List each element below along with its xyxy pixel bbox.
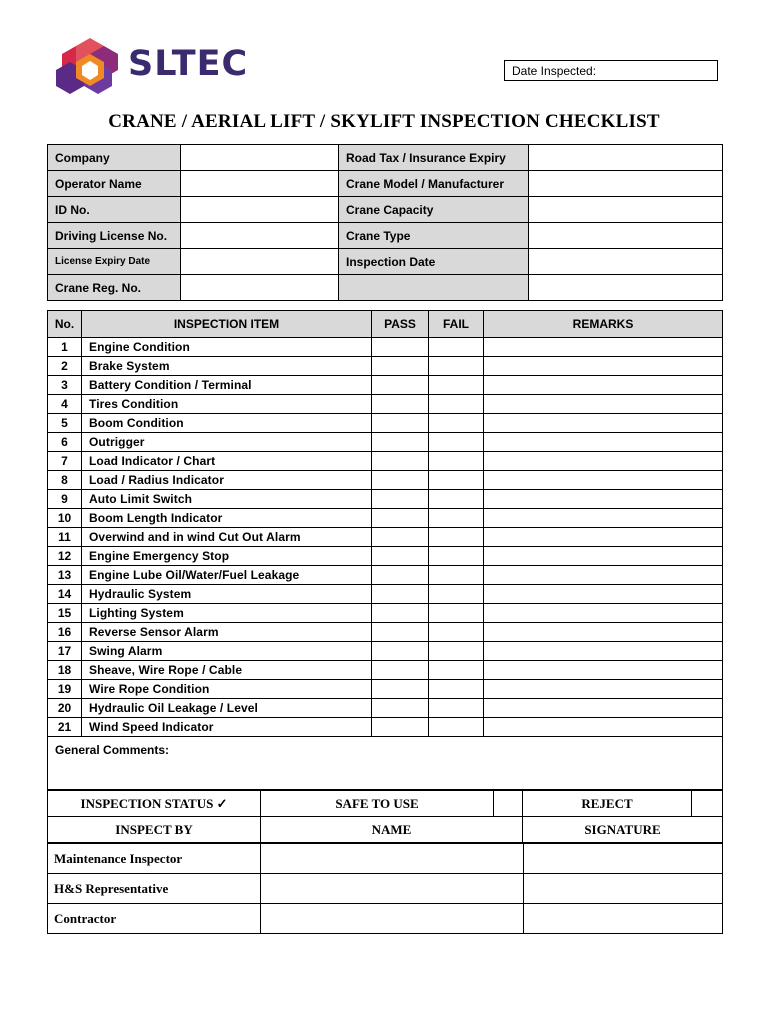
remarks-cell[interactable] [484, 680, 723, 699]
fail-cell[interactable] [429, 490, 484, 509]
checklist-row [48, 566, 723, 585]
pass-cell[interactable] [372, 718, 429, 737]
info-value-license[interactable] [181, 223, 339, 249]
checklist-row [48, 490, 723, 509]
remarks-cell[interactable] [484, 471, 723, 490]
info-label-empty [339, 275, 529, 301]
checklist-item-label: Wire Rope Condition [82, 680, 372, 699]
checklist-item-number: 12 [48, 547, 82, 566]
info-label-crane-type: Crane Type [339, 223, 529, 249]
header-remarks: REMARKS [484, 311, 723, 338]
info-value-empty[interactable] [529, 275, 723, 301]
info-label-capacity: Crane Capacity [339, 197, 529, 223]
info-row [48, 197, 723, 223]
checklist-row [48, 585, 723, 604]
checklist-item-number: 17 [48, 642, 82, 661]
checklist-item-number: 6 [48, 433, 82, 452]
checklist-item-number: 10 [48, 509, 82, 528]
signoff-role-maintenance: Maintenance Inspector [48, 844, 261, 874]
checklist-item-label: Sheave, Wire Rope / Cable [82, 661, 372, 680]
fail-cell[interactable] [429, 509, 484, 528]
remarks-cell[interactable] [484, 452, 723, 471]
signoff-name-field[interactable] [261, 904, 524, 934]
info-value-inspection-date[interactable] [529, 249, 723, 275]
info-value-crane-type[interactable] [529, 223, 723, 249]
inspect-by-header: INSPECT BY [48, 817, 261, 843]
checklist-item-label: Outrigger [82, 433, 372, 452]
checklist-item-label: Boom Condition [82, 414, 372, 433]
signoff-row [48, 844, 723, 874]
info-label-road-tax: Road Tax / Insurance Expiry [339, 145, 529, 171]
checklist-item-label: Swing Alarm [82, 642, 372, 661]
signoff-row [48, 874, 723, 904]
checklist-item-label: Hydraulic Oil Leakage / Level [82, 699, 372, 718]
checklist-item-label: Lighting System [82, 604, 372, 623]
remarks-cell[interactable] [484, 395, 723, 414]
fail-cell[interactable] [429, 338, 484, 357]
info-value-company[interactable] [181, 145, 339, 171]
checklist-item-label: Tires Condition [82, 395, 372, 414]
signoff-name-field[interactable] [261, 844, 524, 874]
checklist-item-number: 20 [48, 699, 82, 718]
checklist-item-label: Wind Speed Indicator [82, 718, 372, 737]
pass-cell[interactable] [372, 699, 429, 718]
info-label-crane-model: Crane Model / Manufacturer [339, 171, 529, 197]
checklist-item-label: Auto Limit Switch [82, 490, 372, 509]
checklist-item-number: 1 [48, 338, 82, 357]
fail-cell[interactable] [429, 357, 484, 376]
info-label-operator: Operator Name [48, 171, 181, 197]
info-table [47, 144, 723, 301]
info-label-crane-reg: Crane Reg. No. [48, 275, 181, 301]
checklist-item-label: Boom Length Indicator [82, 509, 372, 528]
fail-cell[interactable] [429, 395, 484, 414]
checklist-item-number: 11 [48, 528, 82, 547]
signoff-role-contractor: Contractor [48, 904, 261, 934]
checklist-row [48, 528, 723, 547]
signature-header: SIGNATURE [523, 817, 723, 843]
checklist-item-number: 14 [48, 585, 82, 604]
safe-to-use-checkbox[interactable] [494, 791, 523, 817]
checklist-row [48, 471, 723, 490]
remarks-cell[interactable] [484, 509, 723, 528]
checklist-header-row [48, 311, 723, 338]
reject-checkbox[interactable] [692, 791, 723, 817]
remarks-cell[interactable] [484, 547, 723, 566]
pass-cell[interactable] [372, 585, 429, 604]
checklist-row [48, 642, 723, 661]
checklist-item-label: Reverse Sensor Alarm [82, 623, 372, 642]
fail-cell[interactable] [429, 414, 484, 433]
fail-cell[interactable] [429, 699, 484, 718]
name-header: NAME [261, 817, 523, 843]
signoff-signature-field[interactable] [524, 904, 723, 934]
fail-cell[interactable] [429, 604, 484, 623]
signoff-role-hs: H&S Representative [48, 874, 261, 904]
remarks-cell[interactable] [484, 642, 723, 661]
remarks-cell[interactable] [484, 490, 723, 509]
checklist-row [48, 699, 723, 718]
checklist-row [48, 433, 723, 452]
signoff-signature-field[interactable] [524, 874, 723, 904]
info-row [48, 171, 723, 197]
inspection-status-label: INSPECTION STATUS ✓ [48, 791, 261, 817]
pass-cell[interactable] [372, 395, 429, 414]
fail-cell[interactable] [429, 452, 484, 471]
header-fail: FAIL [429, 311, 484, 338]
checklist-item-number: 2 [48, 357, 82, 376]
checklist-item-number: 13 [48, 566, 82, 585]
checklist-item-label: Load Indicator / Chart [82, 452, 372, 471]
pass-cell[interactable] [372, 547, 429, 566]
fail-cell[interactable] [429, 528, 484, 547]
remarks-cell[interactable] [484, 566, 723, 585]
fail-cell[interactable] [429, 718, 484, 737]
date-inspected-label: Date Inspected: [512, 64, 597, 78]
checklist-item-label: Engine Condition [82, 338, 372, 357]
signoff-table [47, 843, 723, 934]
info-value-road-tax[interactable] [529, 145, 723, 171]
info-label-license: Driving License No. [48, 223, 181, 249]
checklist-row [48, 604, 723, 623]
checklist-item-number: 16 [48, 623, 82, 642]
logo-text: SLTEC [128, 44, 249, 84]
checklist-item-number: 18 [48, 661, 82, 680]
pass-cell[interactable] [372, 338, 429, 357]
checklist-item-label: Brake System [82, 357, 372, 376]
header-pass: PASS [372, 311, 429, 338]
checklist-item-number: 7 [48, 452, 82, 471]
remarks-cell[interactable] [484, 661, 723, 680]
info-label-inspection-date: Inspection Date [339, 249, 529, 275]
info-label-company: Company [48, 145, 181, 171]
checklist-row [48, 547, 723, 566]
info-value-crane-reg[interactable] [181, 275, 339, 301]
checklist-item-label: Load / Radius Indicator [82, 471, 372, 490]
pass-cell[interactable] [372, 414, 429, 433]
checklist-row [48, 452, 723, 471]
checklist-row [48, 338, 723, 357]
fail-cell[interactable] [429, 547, 484, 566]
info-value-operator[interactable] [181, 171, 339, 197]
info-row [48, 223, 723, 249]
reject-label: REJECT [523, 791, 692, 817]
signoff-header-row [48, 817, 723, 843]
pass-cell[interactable] [372, 642, 429, 661]
inspection-status-table [47, 790, 723, 843]
checklist-item-label: Battery Condition / Terminal [82, 376, 372, 395]
info-value-license-expiry[interactable] [181, 249, 339, 275]
pass-cell[interactable] [372, 376, 429, 395]
remarks-cell[interactable] [484, 585, 723, 604]
fail-cell[interactable] [429, 433, 484, 452]
checklist-item-number: 9 [48, 490, 82, 509]
fail-cell[interactable] [429, 661, 484, 680]
checklist-item-number: 5 [48, 414, 82, 433]
signoff-signature-field[interactable] [524, 844, 723, 874]
checklist-item-number: 4 [48, 395, 82, 414]
remarks-cell[interactable] [484, 414, 723, 433]
pass-cell[interactable] [372, 452, 429, 471]
checklist-item-label: Overwind and in wind Cut Out Alarm [82, 528, 372, 547]
pass-cell[interactable] [372, 623, 429, 642]
checklist-row [48, 509, 723, 528]
info-row [48, 145, 723, 171]
fail-cell[interactable] [429, 642, 484, 661]
checklist-row [48, 395, 723, 414]
pass-cell[interactable] [372, 661, 429, 680]
fail-cell[interactable] [429, 585, 484, 604]
fail-cell[interactable] [429, 680, 484, 699]
checklist-row [48, 414, 723, 433]
checklist-item-number: 15 [48, 604, 82, 623]
remarks-cell[interactable] [484, 357, 723, 376]
remarks-cell[interactable] [484, 376, 723, 395]
checklist-table [47, 310, 723, 790]
checklist-item-number: 19 [48, 680, 82, 699]
remarks-cell[interactable] [484, 433, 723, 452]
checklist-item-label: Hydraulic System [82, 585, 372, 604]
info-label-id: ID No. [48, 197, 181, 223]
info-row [48, 249, 723, 275]
checklist-item-label: Engine Emergency Stop [82, 547, 372, 566]
pass-cell[interactable] [372, 357, 429, 376]
remarks-cell[interactable] [484, 338, 723, 357]
info-value-capacity[interactable] [529, 197, 723, 223]
remarks-cell[interactable] [484, 623, 723, 642]
document-title: CRANE / AERIAL LIFT / SKYLIFT INSPECTION CHECKLIST [108, 111, 660, 132]
header-inspection-item: INSPECTION ITEM [82, 311, 372, 338]
header-no: No. [48, 311, 82, 338]
fail-cell[interactable] [429, 566, 484, 585]
checklist-row [48, 623, 723, 642]
checklist-row [48, 718, 723, 737]
pass-cell[interactable] [372, 490, 429, 509]
signoff-name-field[interactable] [261, 874, 524, 904]
pass-cell[interactable] [372, 433, 429, 452]
general-comments-field[interactable] [48, 737, 723, 790]
checklist-row [48, 357, 723, 376]
checklist-item-label: Engine Lube Oil/Water/Fuel Leakage [82, 566, 372, 585]
pass-cell[interactable] [372, 471, 429, 490]
info-value-crane-model[interactable] [529, 171, 723, 197]
fail-cell[interactable] [429, 623, 484, 642]
info-row [48, 275, 723, 301]
checklist-row [48, 376, 723, 395]
remarks-cell[interactable] [484, 718, 723, 737]
general-comments-row [48, 737, 723, 790]
remarks-cell[interactable] [484, 604, 723, 623]
pass-cell[interactable] [372, 604, 429, 623]
remarks-cell[interactable] [484, 699, 723, 718]
checklist-item-number: 8 [48, 471, 82, 490]
info-value-id[interactable] [181, 197, 339, 223]
info-label-license-expiry: License Expiry Date [48, 249, 181, 275]
checklist-row [48, 661, 723, 680]
pass-cell[interactable] [372, 509, 429, 528]
pass-cell[interactable] [372, 528, 429, 547]
safe-to-use-label: SAFE TO USE [261, 791, 494, 817]
checklist-item-number: 21 [48, 718, 82, 737]
checklist-item-number: 3 [48, 376, 82, 395]
status-row [48, 791, 723, 817]
general-comments-label: General Comments: [55, 743, 170, 757]
pass-cell[interactable] [372, 680, 429, 699]
date-inspected-field[interactable] [504, 60, 718, 81]
fail-cell[interactable] [429, 376, 484, 395]
signoff-row [48, 904, 723, 934]
fail-cell[interactable] [429, 471, 484, 490]
remarks-cell[interactable] [484, 528, 723, 547]
pass-cell[interactable] [372, 566, 429, 585]
checklist-row [48, 680, 723, 699]
